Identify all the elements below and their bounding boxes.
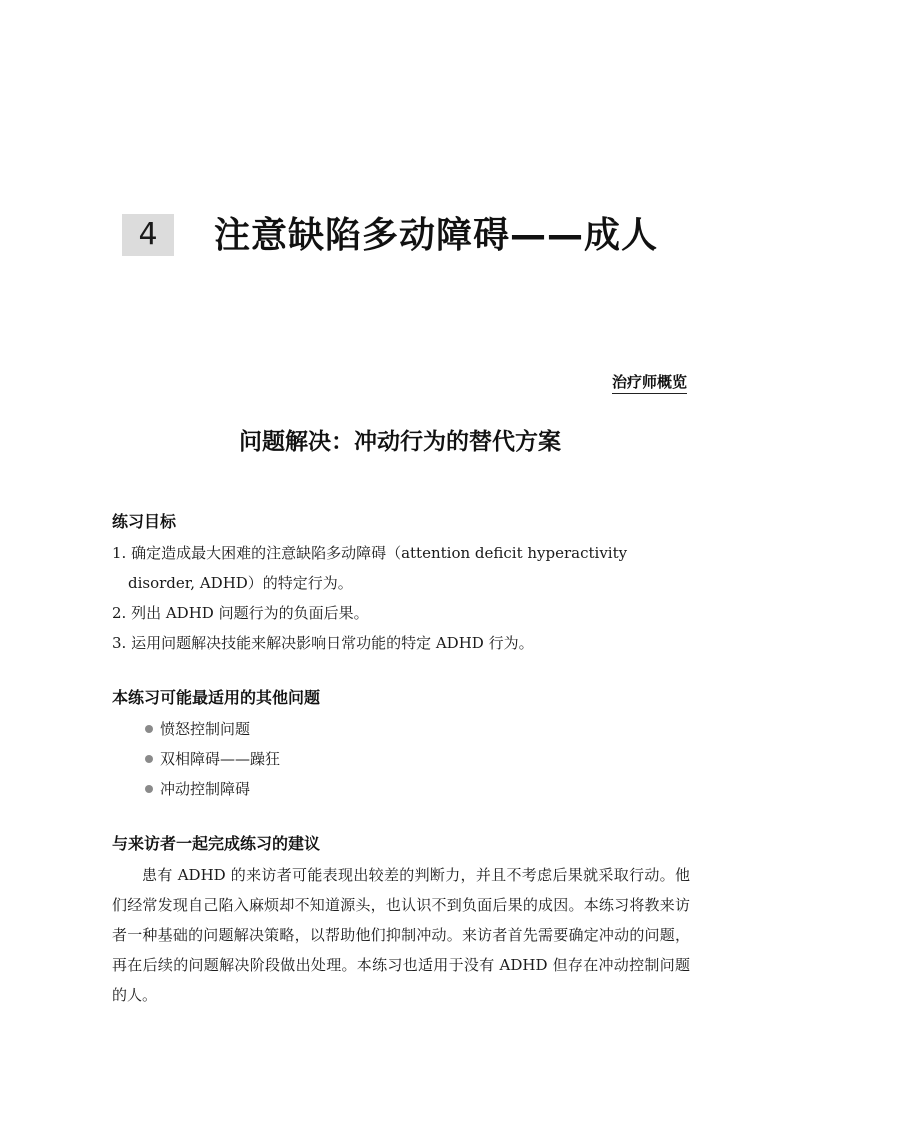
- list-item: [112, 774, 690, 804]
- other-problems-heading: 本练习可能最适用的其他问题: [112, 688, 321, 707]
- list-item-label: 双相障碍——躁狂: [160, 750, 281, 768]
- bullet-icon: [145, 725, 153, 733]
- goals-section: [112, 510, 690, 658]
- exercise-title: 问题解决：冲动行为的替代方案: [239, 428, 561, 455]
- goals-heading: 练习目标: [112, 512, 177, 531]
- other-problems-list: [112, 714, 690, 804]
- goal-item: 1. 确定造成最大困难的注意缺陷多动障碍（attention deficit hyperactivity disorder, ADHD）的特定行为。: [112, 544, 628, 592]
- therapist-overview-label: 治疗师概览: [612, 372, 687, 394]
- goal-item: 2. 列出 ADHD 问题行为的负面后果。: [112, 604, 369, 622]
- goal-item: 3. 运用问题解决技能来解决影响日常功能的特定 ADHD 行为。: [112, 634, 534, 652]
- chapter-header: [122, 212, 722, 264]
- other-problems-section: [112, 686, 690, 804]
- suggestions-heading: 与来访者一起完成练习的建议: [112, 834, 321, 853]
- chapter-title: 注意缺陷多动障碍——成人: [214, 215, 659, 256]
- chapter-number: 4: [122, 214, 174, 256]
- list-item-label: 冲动控制障碍: [160, 780, 251, 798]
- suggestions-paragraph: 患有 ADHD 的来访者可能表现出较差的判断力，并且不考虑后果就采取行动。他们经常发现自己陷入麻烦却不知道源头，也认识不到负面后果的成因。本练习将教来访者一种基础的问题解决策略，以帮助他们抑制冲动。来访者首先需要确定冲动的问题，再在后续的问题解决阶段做出处理。本练习也适用于没有 ADHD 但存在冲动控制问题的人。: [112, 866, 690, 1004]
- goals-list: [112, 538, 690, 658]
- bullet-icon: [145, 785, 153, 793]
- suggestions-section: [112, 832, 690, 1010]
- bullet-icon: [145, 755, 153, 763]
- list-item: [112, 744, 690, 774]
- list-item: [112, 714, 690, 744]
- list-item-label: 愤怒控制问题: [160, 720, 251, 738]
